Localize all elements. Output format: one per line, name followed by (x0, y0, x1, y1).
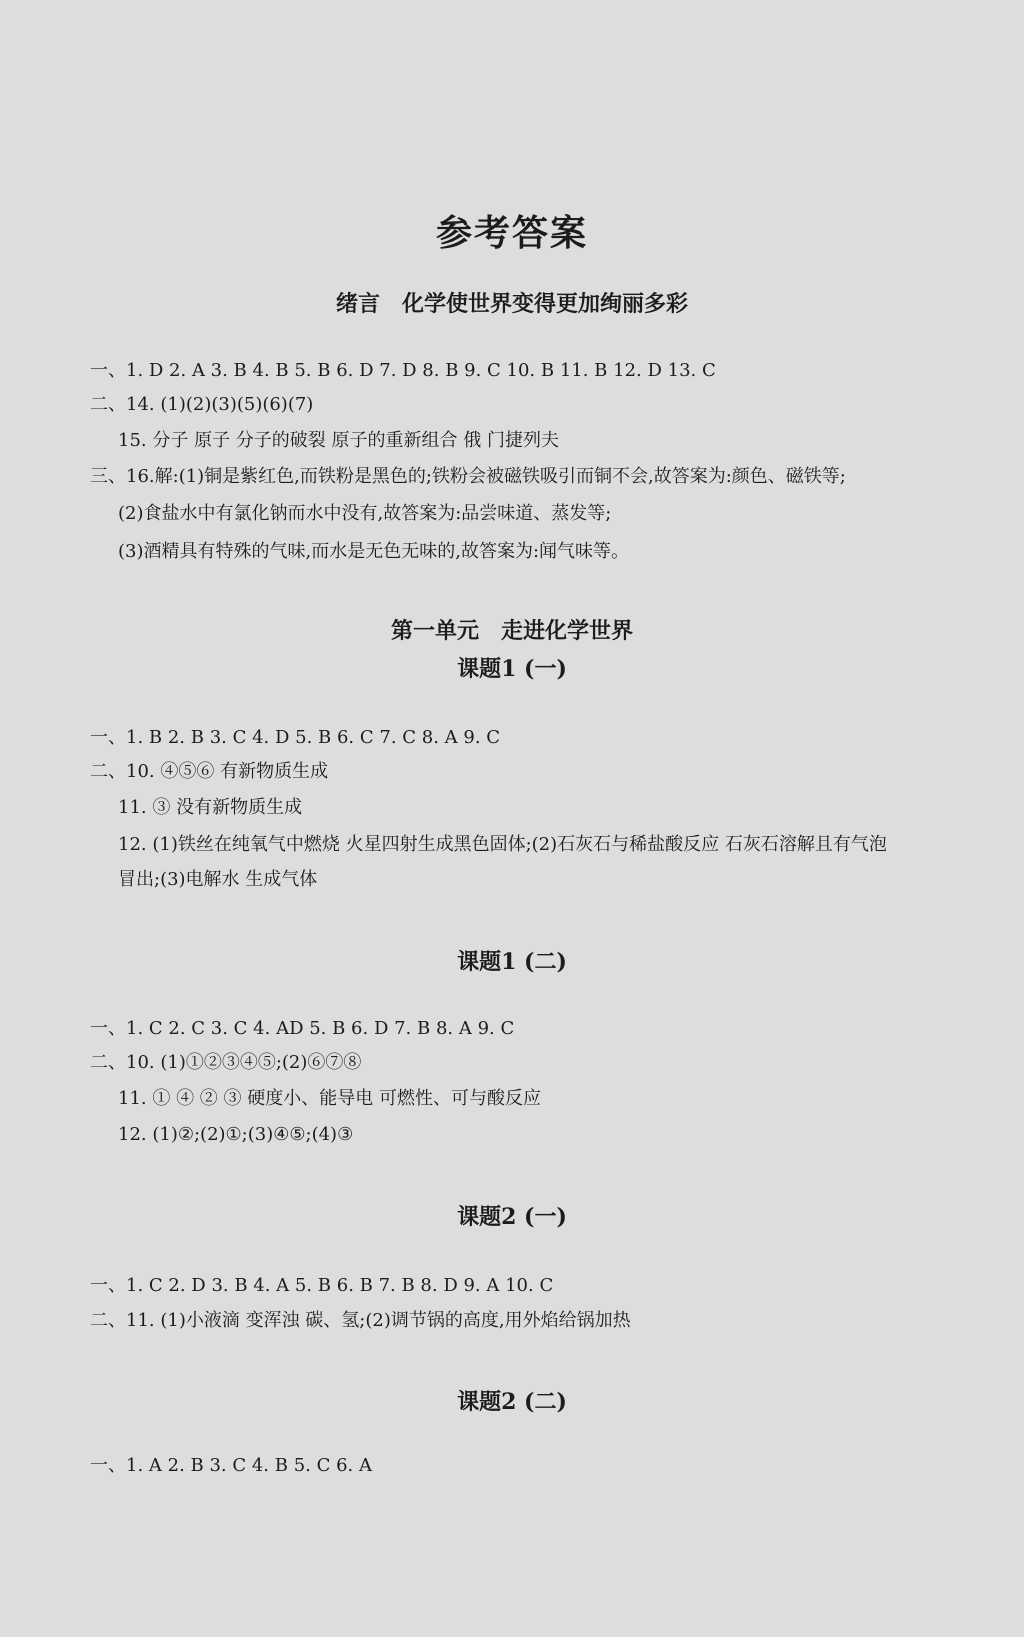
intro-line-6: (3)酒精具有特殊的气味,而水是无色无味的,故答案为:闻气味等。 (118, 541, 630, 562)
lesson1a-line-5: 冒出;(3)电解水 生成气体 (118, 869, 318, 890)
page-title: 参考答案 (435, 212, 588, 254)
lesson2b-line-1: 一、1. A 2. B 3. C 4. B 5. C 6. A (90, 1455, 372, 1476)
intro-line-4: 三、16.解:(1)铜是紫红色,而铁粉是黑色的;铁粉会被磁铁吸引而铜不会,故答案为:颜色、磁铁等; (90, 466, 846, 487)
intro-line-2: 二、14. (1)(2)(3)(5)(6)(7) (90, 394, 314, 415)
lesson2a-heading: 课题2 (一) (457, 1204, 567, 1230)
lesson1b-line-3: 11. ① ④ ② ③ 硬度小、能导电 可燃性、可与酸反应 (118, 1088, 541, 1109)
lesson1a-heading: 课题1 (一) (457, 656, 567, 682)
lesson1b-line-1: 一、1. C 2. C 3. C 4. AD 5. B 6. D 7. B 8. A 9. C (90, 1018, 515, 1039)
intro-line-3: 15. 分子 原子 分子的破裂 原子的重新组合 俄 门捷列夫 (118, 430, 559, 451)
lesson1a-line-1: 一、1. B 2. B 3. C 4. D 5. B 6. C 7. C 8. A 9. C (90, 727, 501, 748)
lesson2a-line-1: 一、1. C 2. D 3. B 4. A 5. B 6. B 7. B 8. D 9. A 10. C (90, 1275, 554, 1296)
unit1-heading (0, 614, 1024, 645)
lesson1b-line-2: 二、10. (1)①②③④⑤;(2)⑥⑦⑧ (90, 1052, 362, 1073)
lesson1a-line-4: 12. (1)铁丝在纯氧气中燃烧 火星四射生成黑色固体;(2)石灰石与稀盐酸反应 石灰石溶解且有气泡 (118, 834, 887, 855)
lesson1b-heading: 课题1 (二) (457, 949, 567, 975)
lesson2b-heading: 课题2 (二) (457, 1389, 567, 1415)
lesson2a-line-2: 二、11. (1)小液滴 变浑浊 碳、氢;(2)调节锅的高度,用外焰给锅加热 (90, 1310, 631, 1331)
intro-line-5: (2)食盐水中有氯化钠而水中没有,故答案为:品尝味道、蒸发等; (118, 503, 612, 524)
intro-heading-label: 绪言 (335, 291, 380, 317)
lesson1a-line-3: 11. ③ 没有新物质生成 (118, 797, 303, 818)
unit1-heading-label: 第一单元 (390, 618, 479, 644)
lesson1a-line-2: 二、10. ④⑤⑥ 有新物质生成 (90, 761, 329, 782)
intro-line-1: 一、1. D 2. A 3. B 4. B 5. B 6. D 7. D 8. B 9. C 10. B 11. B 12. D 13. C (90, 360, 716, 381)
unit1-heading-title: 走进化学世界 (501, 618, 634, 644)
intro-heading-title: 化学使世界变得更加绚丽多彩 (402, 291, 689, 317)
intro-heading (0, 287, 1024, 318)
lesson1b-line-4: 12. (1)②;(2)①;(3)④⑤;(4)③ (118, 1124, 354, 1145)
